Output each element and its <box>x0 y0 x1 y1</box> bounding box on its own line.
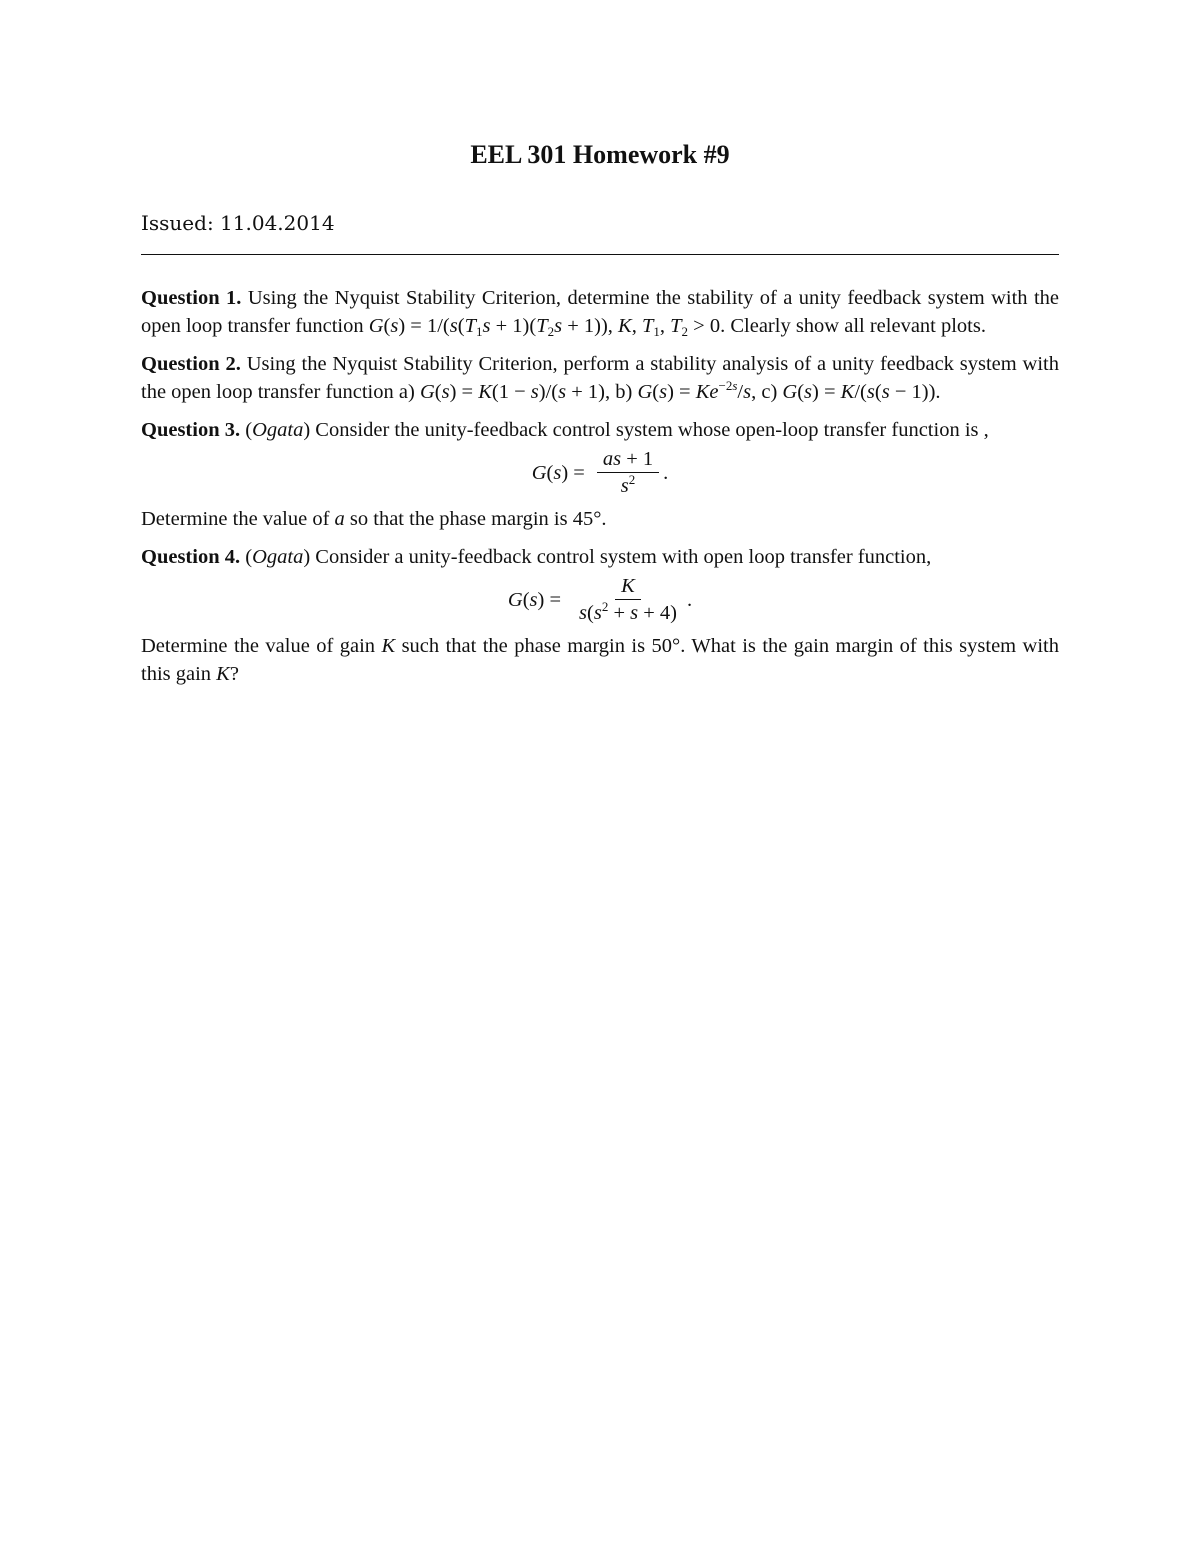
question-4-equation <box>141 573 1059 626</box>
equation-denominator: $s(s^2 + s + 4)$ <box>579 599 677 624</box>
equation-period: . <box>687 588 693 611</box>
question-1 <box>141 284 1059 340</box>
document-title: EEL 301 Homework #9 <box>470 140 730 169</box>
question-4-label: Question 4. <box>141 546 241 568</box>
question-4-text: (Ogata) Consider a unity-feedback control system with open loop transfer function, <box>245 546 932 568</box>
question-4-followup: Determine the value of gain K such that the phase margin is 50°. What is the gain margin of this system with this gain K? <box>141 635 1059 685</box>
equation-fraction <box>597 446 659 499</box>
question-3-followup: Determine the value of a so that the phase margin is 45°. <box>141 508 607 530</box>
horizontal-rule <box>141 254 1059 255</box>
question-4 <box>141 543 1059 688</box>
question-3 <box>141 416 1059 533</box>
question-1-text: Using the Nyquist Stability Criterion, determine the stability of a unity feedback system with the open loop transfer function $G(s) = 1/(s(T_1s + 1)(T_2s + 1))$, K, $T_1$, $T_2 > 0$. Clearly show all relevant plots. <box>141 287 1059 339</box>
question-3-equation <box>141 446 1059 499</box>
question-1-label: Question 1. <box>141 287 242 309</box>
equation-numerator: as + 1 <box>597 446 659 473</box>
issued-date: Issued: 11.04.2014 <box>141 211 335 235</box>
equation-fraction <box>573 573 683 626</box>
question-2-text: Using the Nyquist Stability Criterion, perform a stability analysis of a unity feedback system with the open loop transfer function a) G(s) = K(1 − s)/(s + 1), b) $G(s) = Ke^{-2s}/s$, c) G(s) = K/(s(s − 1)). <box>141 353 1060 403</box>
question-3-label: Question 3. <box>141 419 241 441</box>
question-3-text: (Ogata) Consider the unity-feedback control system whose open-loop transfer function is , <box>245 419 989 441</box>
question-2 <box>141 350 1059 406</box>
equation-lhs: G(s) = <box>531 461 585 484</box>
equation-lhs: G(s) = <box>507 588 562 611</box>
equation-period: . <box>663 461 669 484</box>
equation-numerator: K <box>615 573 641 600</box>
questions-body <box>141 284 1059 698</box>
question-2-label: Question 2. <box>141 353 241 375</box>
equation-denominator: $s^2$ <box>620 472 636 497</box>
